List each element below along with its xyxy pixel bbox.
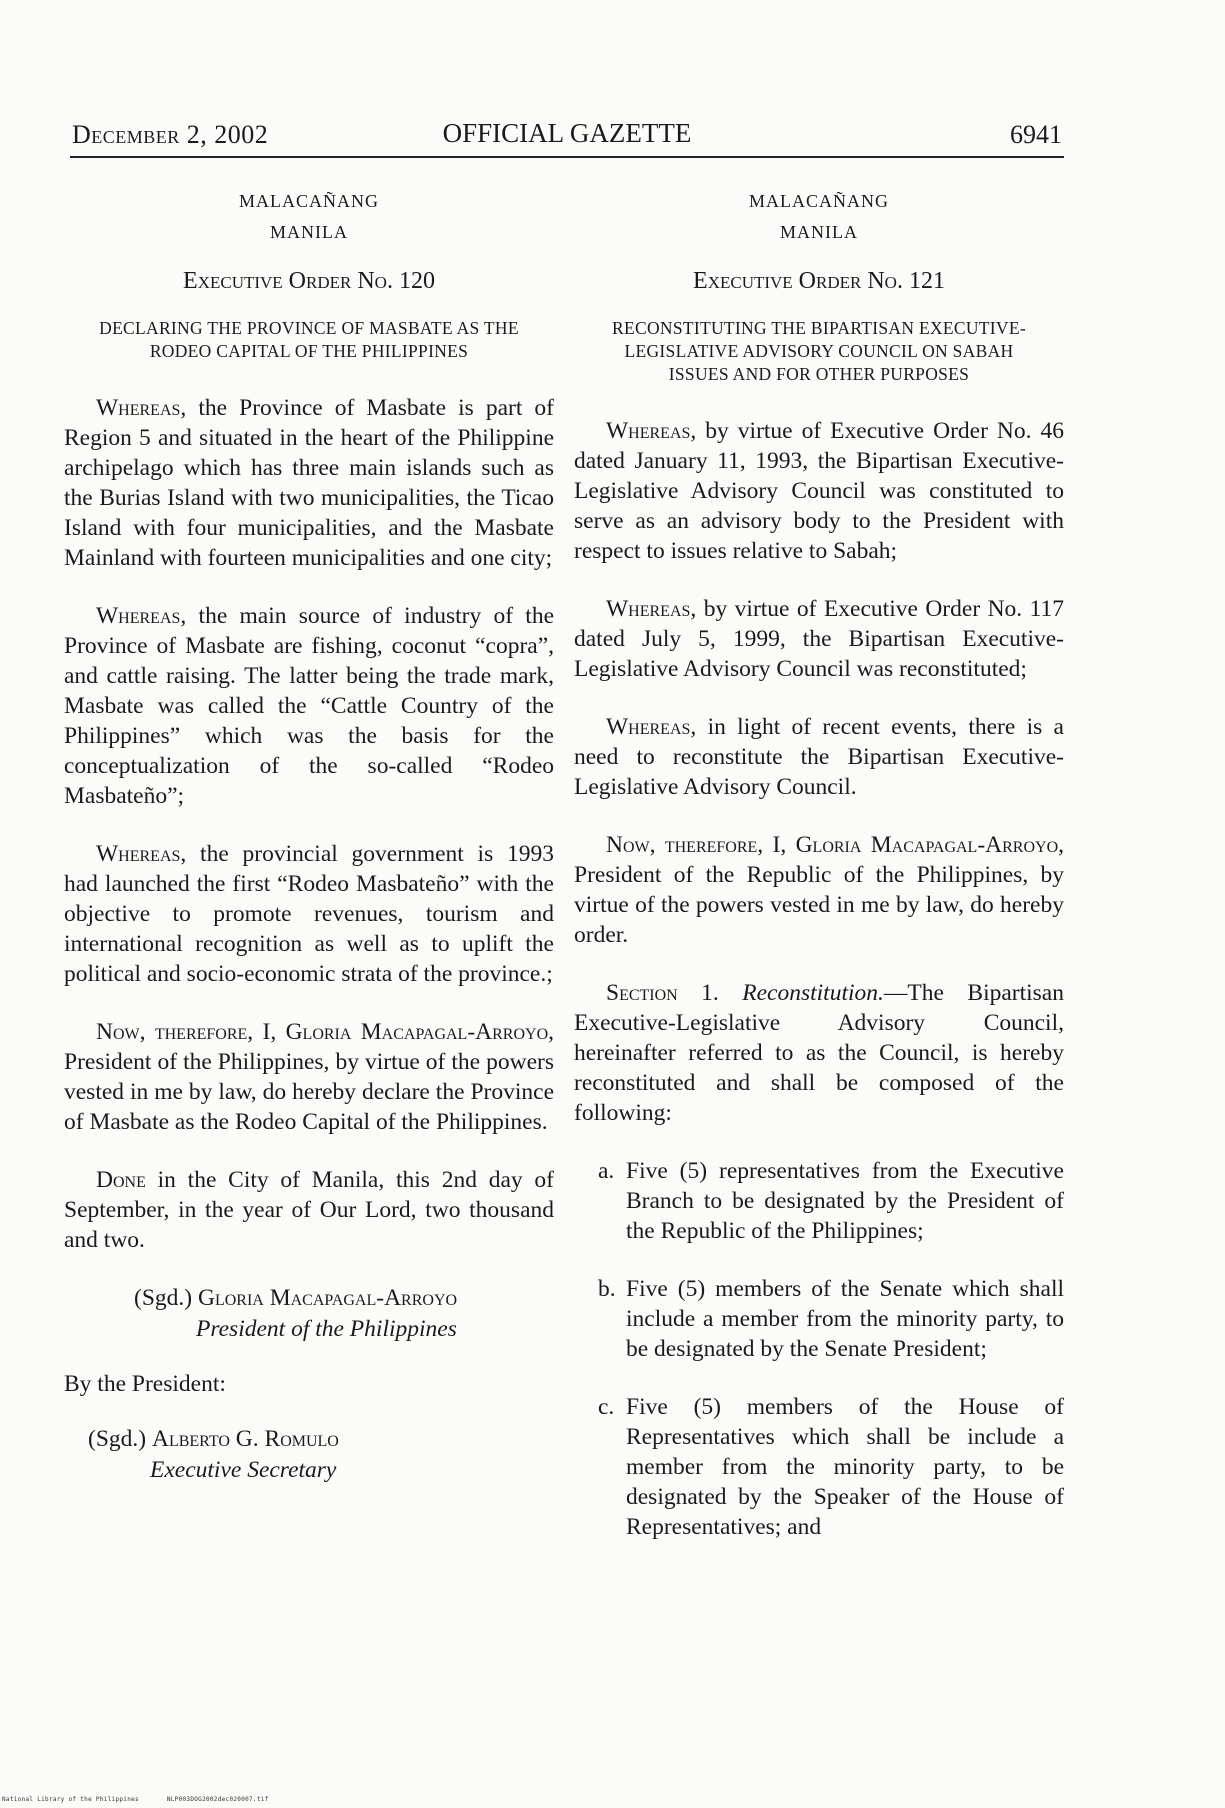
clause-text: by virtue of Executive Order No. 46 dated January 11, 1993, the Bipartisan Executive-Legislative Advisory Council was constituted to serve as an advisory body to the President with respect to issues relative to Sabah;: [574, 418, 1064, 564]
composition-list: [574, 1156, 1064, 1542]
clause-lead: Whereas,: [606, 418, 697, 444]
clause-text: in light of recent events, there is a need to reconstitute the Bipartisan Executive-Legislative Advisory Council.: [574, 714, 1064, 800]
president-name: Gloria Macapagal-Arroyo: [285, 1019, 549, 1045]
office-city: MANILA: [270, 222, 348, 242]
done-clause: [64, 1165, 554, 1255]
subject-line: DECLARING THE PROVINCE OF MASBATE AS THE: [99, 318, 519, 338]
clause-text: I,: [763, 832, 796, 858]
order-clause: [574, 830, 1064, 950]
list-item: [574, 1274, 1064, 1364]
president-signature: [134, 1283, 554, 1345]
right-column: [574, 186, 1064, 1570]
left-column: [64, 186, 554, 1486]
subject-line: RECONSTITUTING THE BIPARTISAN EXECUTIVE-: [612, 318, 1026, 338]
president-name: Gloria Macapagal-Arroyo: [795, 832, 1059, 858]
page-number: 6941: [1010, 120, 1062, 149]
subject-line: LEGISLATIVE ADVISORY COUNCIL ON SABAH: [624, 341, 1014, 361]
whereas-clause: [64, 393, 554, 573]
section-label: Section 1.: [606, 980, 719, 1006]
whereas-clause: [574, 416, 1064, 566]
item-text: Five (5) members of the Senate which shall include a member from the minority party, to be designated by the Senate President;: [626, 1276, 1064, 1362]
clause-lead: Done: [96, 1167, 146, 1193]
library-credit: National Library of the Philippines: [2, 1796, 139, 1803]
header-date: December 2, 2002: [72, 120, 269, 149]
secretary-signature: [88, 1424, 554, 1486]
whereas-clause: [574, 594, 1064, 684]
order-subject: [64, 317, 554, 363]
declaration-clause: [64, 1017, 554, 1137]
clause-lead: Now, therefore,: [606, 832, 764, 858]
order-subject: [574, 317, 1064, 386]
section-title: Reconstitution.: [718, 980, 884, 1006]
clause-lead: Now, therefore,: [96, 1019, 254, 1045]
whereas-clause: [64, 601, 554, 811]
clause-lead: Whereas,: [606, 596, 697, 622]
clause-text: the provincial government is 1993 had launched the first “Rodeo Masbateño” with the objective to promote revenues, tourism and international recognition as well as to uplift the political and socio-economic strata of the province.;: [64, 841, 554, 987]
signed-prefix: (Sgd.): [88, 1426, 152, 1452]
executive-order-number: Executive Order No. 120: [183, 268, 435, 294]
section-text: —The Bipartisan Executive-Legislative Advisory Council, hereinafter referred to as the Council, is hereby reconstituted and shall be composed of the following:: [574, 980, 1064, 1126]
executive-order-number: Executive Order No. 121: [693, 268, 945, 294]
clause-lead: Whereas,: [606, 714, 697, 740]
item-letter: b.: [598, 1276, 616, 1302]
clause-lead: Whereas,: [96, 395, 187, 421]
list-item: [574, 1392, 1064, 1542]
item-text: Five (5) members of the House of Representatives which shall be include a member from the minority party, to be designated by the Speaker of the House of Representatives; and: [626, 1394, 1064, 1540]
clause-lead: Whereas,: [96, 603, 187, 629]
list-item: [574, 1156, 1064, 1246]
gazette-title: OFFICIAL GAZETTE: [442, 118, 692, 148]
clause-text: the Province of Masbate is part of Region 5 and situated in the heart of the Philippine archipelago which has three main islands such as the Burias Island with two municipalities, the Ticao Island with four municipalities, and the Masbate Mainland with fourteen municipalities and one city;: [64, 395, 554, 571]
clause-text: I,: [253, 1019, 286, 1045]
clause-text: by virtue of Executive Order No. 117 dated July 5, 1999, the Bipartisan Executive-Legislative Advisory Council was reconstituted;: [574, 596, 1064, 682]
office-city: MANILA: [780, 222, 858, 242]
subject-line: ISSUES AND FOR OTHER PURPOSES: [668, 364, 970, 384]
by-the-president: By the President:: [64, 1371, 226, 1397]
whereas-clause: [64, 839, 554, 989]
signatory-name: Alberto G. Romulo: [151, 1426, 339, 1452]
office-name: MALACAÑANG: [239, 191, 379, 211]
signatory-role: President of the Philippines: [196, 1316, 457, 1342]
clause-lead: Whereas,: [96, 841, 187, 867]
page-header: [70, 116, 1064, 158]
signed-prefix: (Sgd.): [134, 1285, 198, 1311]
item-letter: c.: [598, 1394, 615, 1420]
office-name: MALACAÑANG: [749, 191, 889, 211]
item-letter: a.: [598, 1158, 615, 1184]
clause-text: in the City of Manila, this 2nd day of September, in the year of Our Lord, two thousand and two.: [64, 1167, 554, 1253]
signatory-role: Executive Secretary: [150, 1457, 337, 1483]
clause-text: the main source of industry of the Province of Masbate are fishing, coconut “copra”, and cattle raising. The latter being the trade mark, Masbate was called the “Cattle Country of the Philippines” which was the basis for the conceptualization of the so-called “Rodeo Masbateño”;: [64, 603, 554, 809]
clause-text: , President of the Philippines, by virtue of the powers vested in me by law, do hereby declare the Province of Masbate as the Rodeo Capital of the Philippines.: [64, 1019, 555, 1135]
scan-footer: [2, 1796, 293, 1803]
section-1: [574, 978, 1064, 1128]
clause-text: , President of the Republic of the Philippines, by virtue of the powers vested in me by law, do hereby order.: [574, 832, 1065, 948]
signatory-name: Gloria Macapagal-Arroyo: [197, 1285, 458, 1311]
file-name: NLP003DOG2002dec020007.tif: [166, 1796, 269, 1803]
whereas-clause: [574, 712, 1064, 802]
item-text: Five (5) representatives from the Executive Branch to be designated by the President of the Republic of the Philippines;: [626, 1158, 1064, 1244]
subject-line: RODEO CAPITAL OF THE PHILIPPINES: [149, 341, 469, 361]
